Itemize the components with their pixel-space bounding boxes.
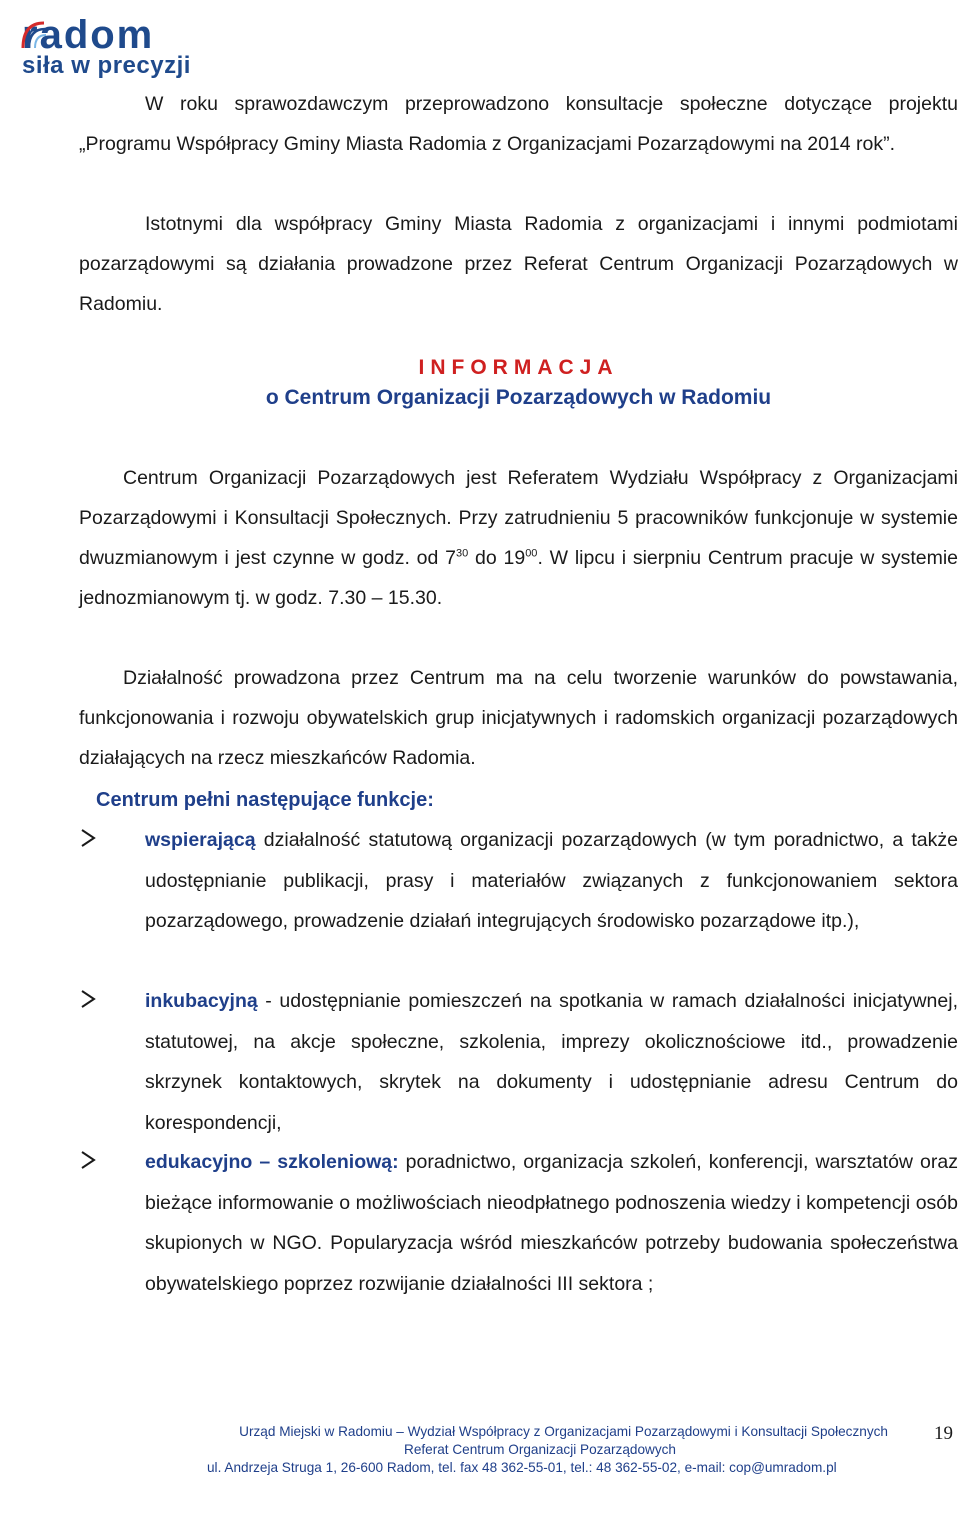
info-p1-mid: do 19	[468, 547, 526, 569]
radom-logo	[20, 18, 220, 80]
function-item-2	[79, 981, 958, 1143]
function-text-2	[145, 981, 958, 1143]
intro-paragraph-2: Istotnymi dla współpracy Gminy Miasta Radomia z organizacjami i innymi podmiotami pozarządowymi są działania prowadzone przez Referat Centrum Organizacji Pozarządowych w Radomiu.	[79, 213, 958, 315]
function-desc-3: poradnictwo, organizacja szkoleń, konferencji, warsztatów oraz bieżące informowanie o możliwościach nieodpłatnego podnoszenia wiedzy i kompetencji osób skupionych w NGO. Popularyzacja wśród mieszkańców potrzeby budowania społeczeństwa obywatelskiego poprzez rozwijanie działalności III sektora ;	[145, 1151, 958, 1295]
radom-logo-mark	[20, 18, 220, 52]
radom-wordmark: radom	[22, 18, 155, 52]
page-number: 19	[934, 1423, 953, 1444]
functions-heading: Centrum pełni następujące funkcje:	[96, 789, 434, 811]
info-p1-end: . W lipcu i sierpniu Centrum pracuje w systemie jednozmianowym tj. w godz. 7.30 – 15.30.	[79, 547, 958, 609]
hours-end-sup: 00	[525, 547, 538, 560]
intro-paragraph-1: W roku sprawozdawczym przeprowadzono konsultacje społeczne dotyczące projektu „Programu Współpracy Gminy Miasta Radomia z Organizacjami Pozarządowymi na 2014 rok”.	[79, 93, 958, 155]
function-text-3	[145, 1142, 958, 1304]
function-item-3	[79, 1142, 958, 1304]
function-item-1	[79, 820, 958, 942]
function-name-2: inkubacyjną	[145, 990, 258, 1012]
function-text-1	[145, 820, 958, 942]
function-name-1: wspierającą	[145, 829, 256, 851]
function-desc-2: - udostępnianie pomieszczeń na spotkania w ramach działalności inicjatywnej, statutowej, na akcje społeczne, szkolenia, imprezy okolicznościowe itd., prowadzenie skrzynek kontaktowych, skrytek na dokumenty i udostępnianie adresu Centrum do korespondencji,	[145, 990, 958, 1134]
logo-tagline: siła w precyzji	[22, 52, 191, 79]
arrow-bullet-icon	[79, 987, 97, 1011]
arrow-bullet-icon	[79, 826, 97, 850]
info-paragraph-1	[79, 458, 958, 618]
info-p1-start: Centrum Organizacji Pozarządowych jest Referatem Wydziału Współpracy z Organizacjami Pozarządowymi i Konsultacji Społecznych. Przy zatrudnieniu 5 pracowników funkcjonuje w systemie dwuzmianowym i jest czynne w godz. od 7	[79, 467, 958, 569]
function-desc-1: działalność statutową organizacji pozarządowych (w tym poradnictwo, a także udostępnianie publikacji, prasy i materiałów związanych z funkcjonowaniem sektora pozarządowego, prowadzenie działań integrujących środowisko pozarządowe itp.),	[145, 829, 958, 932]
hours-start-sup: 30	[455, 547, 469, 560]
info-subtitle: o Centrum Organizacji Pozarządowych w Radomiu	[265, 386, 772, 409]
footer-line-referat: Referat Centrum Organizacji Pozarządowych	[404, 1442, 676, 1457]
info-title: INFORMACJA	[418, 356, 619, 379]
info-paragraph-2: Działalność prowadzona przez Centrum ma na celu tworzenie warunków do powstawania, funkcjonowania i rozwoju obywatelskich grup inicjatywnych i radomskich organizacji pozarządowych działających na rzecz mieszkańców Radomia.	[79, 667, 958, 769]
function-name-3: edukacyjno – szkoleniową:	[145, 1151, 399, 1173]
footer-line-office: Urząd Miejski w Radomiu – Wydział Współpracy z Organizacjami Pozarządowymi i Konsultacji Społecznych	[239, 1424, 888, 1439]
footer-line-contact: ul. Andrzeja Struga 1, 26-600 Radom, tel. fax 48 362-55-01, tel.: 48 362-55-02, e-mail: cop@umradom.pl	[207, 1460, 837, 1475]
arrow-bullet-icon	[79, 1148, 97, 1172]
